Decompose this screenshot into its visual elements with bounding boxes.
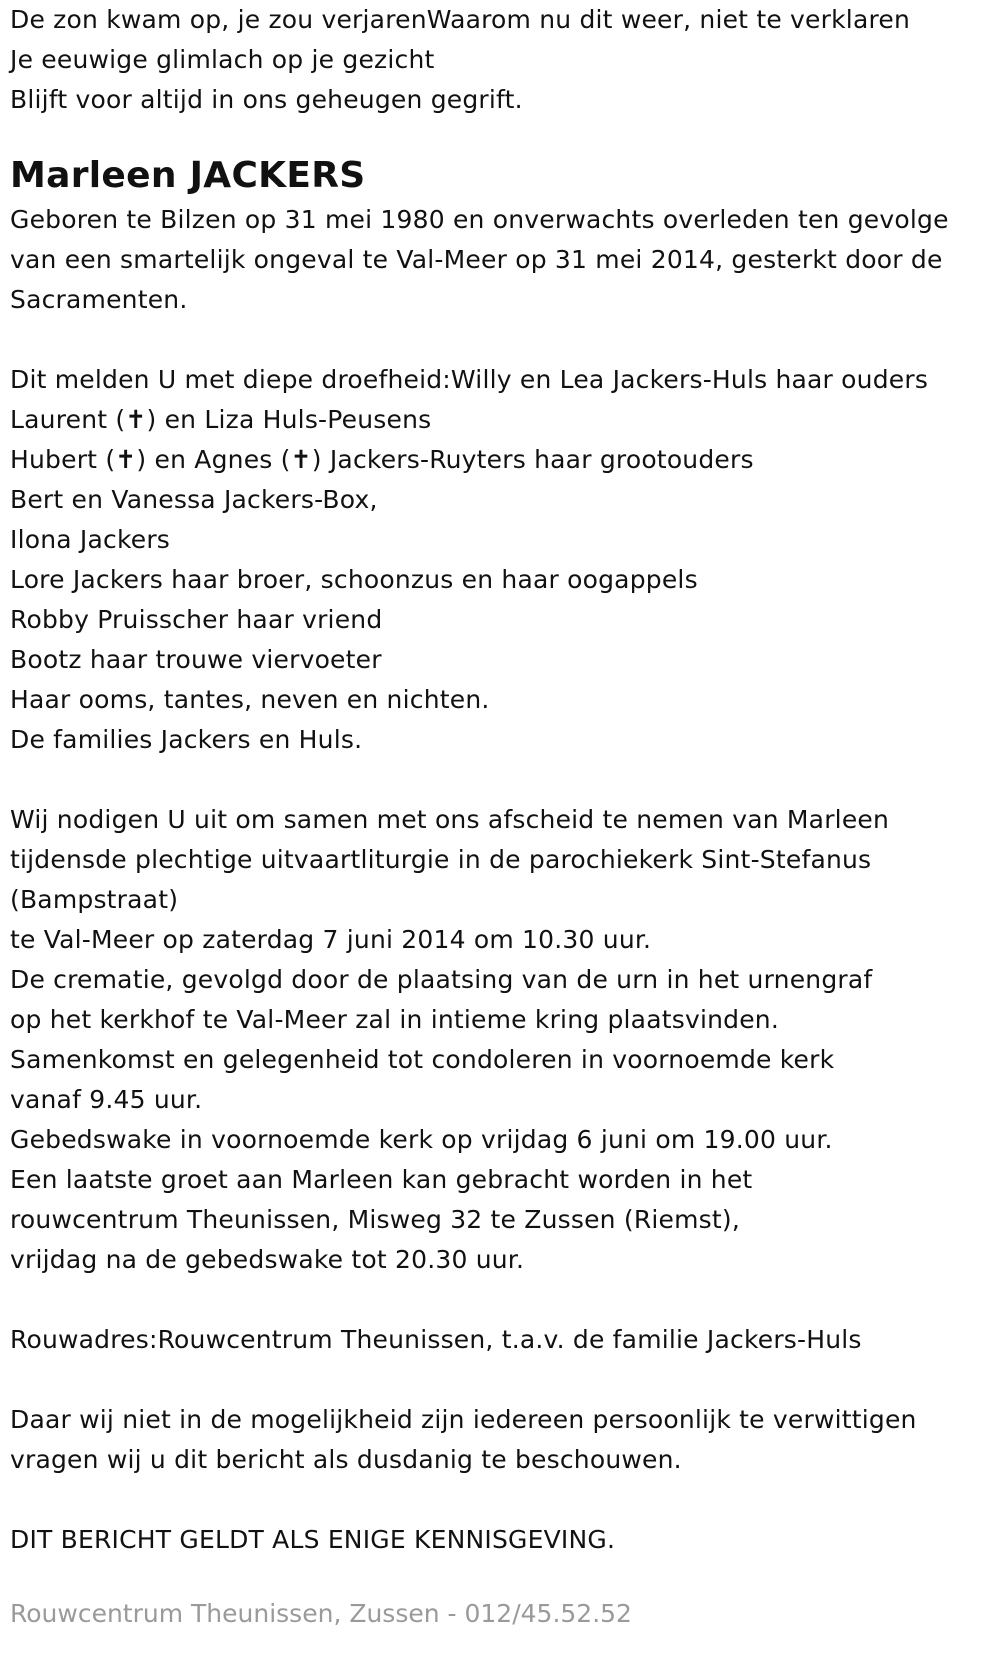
ceremony-line: vanaf 9.45 uur. [10,1085,203,1114]
obituary-notice [10,0,990,1634]
mourner-line: Laurent (✝) en Liza Huls-Peusens [10,405,432,434]
mourner-line: Bootz haar trouwe viervoeter [10,645,382,674]
final-notice: DIT BERICHT GELDT ALS ENIGE KENNISGEVING. [10,1525,616,1554]
mourner-line: Haar ooms, tantes, neven en nichten. [10,685,490,714]
paragraph-gap [10,320,990,360]
poem-line: De zon kwam op, je zou verjarenWaarom nu dit weer, niet te verklaren [10,5,911,34]
paragraph-gap [10,1360,990,1400]
mourner-line: Ilona Jackers [10,525,171,554]
ceremony-line: Een laatste groet aan Marleen kan gebracht worden in het [10,1165,753,1194]
paragraph-gap [10,1480,990,1520]
text-line: van een smartelijk ongeval te Val-Meer op 31 mei 2014, gesterkt door de [10,245,943,274]
notice-line: vragen wij u dit bericht als dusdanig te beschouwen. [10,1445,682,1474]
mourner-line: Dit melden U met diepe droefheid:Willy en Lea Jackers-Huls haar ouders [10,365,929,394]
ceremony-line: vrijdag na de gebedswake tot 20.30 uur. [10,1245,525,1274]
paragraph-gap [10,760,990,800]
ceremony-line: Wij nodigen U uit om samen met ons afscheid te nemen van Marleen [10,805,890,834]
ceremony-line: tijdensde plechtige uitvaartliturgie in de parochiekerk Sint-Stefanus [10,845,872,874]
text-line: Geboren te Bilzen op 31 mei 1980 en onverwachts overleden ten gevolge [10,205,949,234]
mourner-line: Lore Jackers haar broer, schoonzus en haar oogappels [10,565,698,594]
personal-notice [10,1400,990,1480]
mourning-address: Rouwadres:Rouwcentrum Theunissen, t.a.v. de familie Jackers-Huls [10,1325,862,1354]
mourner-line: De families Jackers en Huls. [10,725,363,754]
poem [10,0,990,120]
ceremony-details [10,800,990,1280]
ceremony-line: Gebedswake in voornoemde kerk op vrijdag 6 juni om 19.00 uur. [10,1125,833,1154]
ceremony-line: (Bampstraat) [10,885,179,914]
deceased-name: Marleen JACKERS [10,155,366,196]
ceremony-line: rouwcentrum Theunissen, Misweg 32 te Zussen (Riemst), [10,1205,741,1234]
ceremony-line: Samenkomst en gelegenheid tot condoleren in voornoemde kerk [10,1045,835,1074]
poem-line: Je eeuwige glimlach op je gezicht [10,45,435,74]
text-line: Sacramenten. [10,285,188,314]
paragraph-gap [10,1280,990,1320]
mourner-line: Bert en Vanessa Jackers-Box, [10,485,378,514]
birth-death-details [10,200,990,320]
ceremony-line: De crematie, gevolgd door de plaatsing van de urn in het urnengraf [10,965,873,994]
ceremony-line: te Val-Meer op zaterdag 7 juni 2014 om 10.30 uur. [10,925,652,954]
ceremony-line: op het kerkhof te Val-Meer zal in intieme kring plaatsvinden. [10,1005,779,1034]
mourner-line: Robby Pruisscher haar vriend [10,605,383,634]
funeral-home-footer: Rouwcentrum Theunissen, Zussen - 012/45.52.52 [10,1599,632,1628]
poem-line: Blijft voor altijd in ons geheugen gegrift. [10,85,523,114]
mourners-list [10,360,990,760]
mourner-line: Hubert (✝) en Agnes (✝) Jackers-Ruyters haar grootouders [10,445,754,474]
notice-line: Daar wij niet in de mogelijkheid zijn iedereen persoonlijk te verwittigen [10,1405,917,1434]
